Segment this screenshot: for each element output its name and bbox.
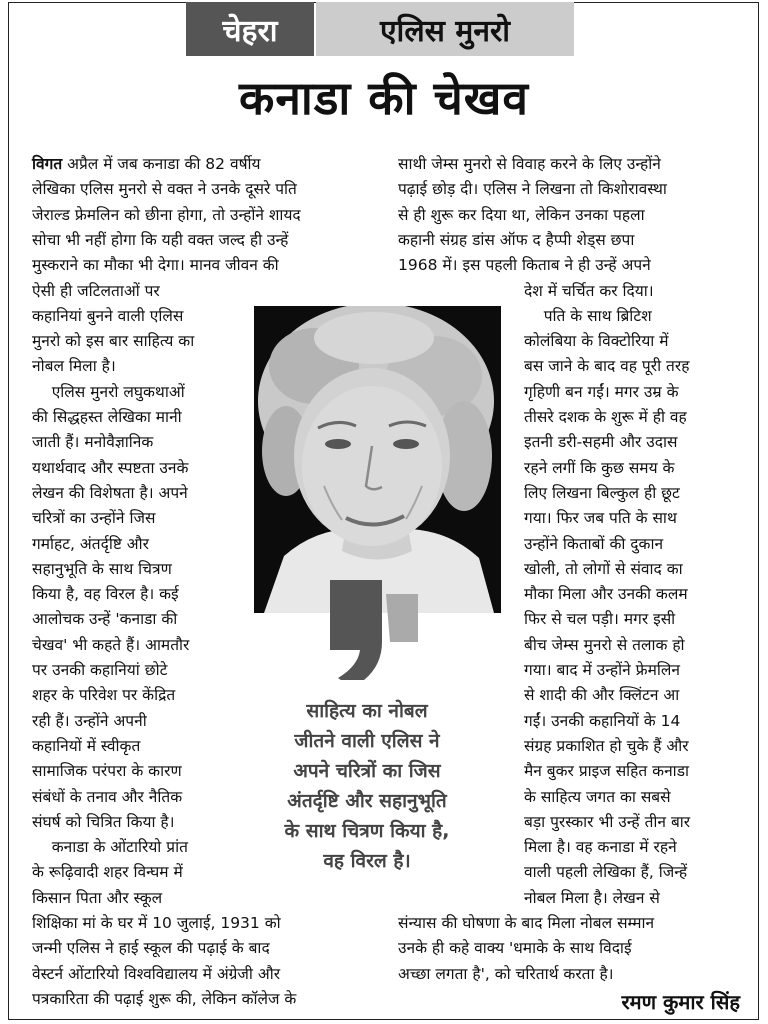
right-column-line: मिला है। वह कनाडा में रहने xyxy=(524,838,677,857)
left-column-line xyxy=(32,936,270,961)
left-column-line xyxy=(32,785,182,810)
right-column-line: गृहिणी बन गईं। मगर उम्र के xyxy=(524,382,679,401)
left-column-line xyxy=(32,835,188,860)
left-column-line-text: चेखव' भी कहते हैं। आमतौर xyxy=(32,635,190,654)
right-column-line: 1968 में। इस पहली किताब ने ही उन्हें अपने xyxy=(398,256,651,275)
left-column-line xyxy=(32,860,183,885)
left-column-line xyxy=(32,177,297,202)
right-column-line: साथी जेम्स मुनरो से विवाह करने के लिए उन्होंने xyxy=(398,155,661,173)
right-column-line: बड़ा पुरस्कार भी उन्हें तीन बार xyxy=(524,812,691,831)
right-column-line: इतनी डरी-सहमी और उदास xyxy=(524,433,678,452)
right-column-line: मैन बुकर प्राइज सहित कनाडा xyxy=(524,762,690,781)
left-column-line-text: जेराल्ड फ्रेमलिन को छीना होगा, तो उन्होंने शायद xyxy=(32,205,301,224)
left-column-line xyxy=(32,203,301,228)
pull-quote-line: के साथ चित्रण किया है, xyxy=(284,820,450,842)
right-column-line: पति के साथ ब्रिटिश xyxy=(524,306,652,325)
right-column-line: वाली पहली लेखिका हैं, जिन्हें xyxy=(524,863,688,882)
left-column-line-text: यथार्थवाद और स्पष्टता उनके xyxy=(32,458,189,477)
left-column-line xyxy=(32,557,172,582)
left-column-line-text: अप्रैल में जब कनाडा की 82 वर्षीय xyxy=(62,155,261,173)
right-column-line: कोलंबिया के विक्टोरिया में xyxy=(524,332,669,351)
left-column-line-text: संघर्ष को चित्रित किया है। xyxy=(32,812,175,831)
left-column-line-text: शिक्षिका मां के घर में 10 जुलाई, 1931 को xyxy=(32,914,281,932)
left-column-line-text: सहानुभूति के साथ चित्रण xyxy=(32,559,172,578)
right-column-line: से शादी की और क्लिंटन आ xyxy=(524,686,680,705)
left-column-line xyxy=(32,380,185,405)
left-column-line xyxy=(32,253,279,278)
right-column-line: पढ़ाई छोड़ दी। एलिस ने लिखना तो किशोरावस्था xyxy=(398,180,667,199)
pull-quote-line: अपने चरित्रों का जिस xyxy=(293,760,441,782)
section-label: चेहरा xyxy=(186,2,314,56)
quote-mark-icon xyxy=(330,580,420,680)
right-column-line: रहने लगीं कि कुछ समय के xyxy=(524,458,675,477)
pull-quote xyxy=(252,696,482,876)
right-column-line: संन्यास की घोषणा के बाद मिला नोबल सम्मान xyxy=(398,914,655,932)
left-column-line xyxy=(32,658,167,683)
author-photo xyxy=(254,306,501,613)
portrait-image xyxy=(254,306,501,613)
left-column-line-text: जन्मी एलिस ने हाई स्कूल की पढ़ाई के बाद xyxy=(32,939,270,958)
left-column-line xyxy=(32,683,175,708)
left-column-line xyxy=(32,962,280,987)
left-column-line-text: कहानियां बुनने वाली एलिस xyxy=(32,306,184,325)
left-column-line xyxy=(32,810,175,835)
drop-lead-word: विगत xyxy=(32,155,63,173)
left-column-line xyxy=(32,633,189,658)
left-column-line-text: शहर के परिवेश पर केंद्रित xyxy=(32,686,176,705)
left-column-line xyxy=(32,329,194,354)
left-column-line-text: गर्माहट, अंतर्दृष्टि और xyxy=(32,534,150,553)
left-column-line xyxy=(32,734,140,759)
right-column-line: गया। फिर जब पति के साथ xyxy=(524,509,677,528)
left-column-line-text: आलोचक उन्हें 'कनाडा की xyxy=(32,610,178,629)
left-column-line xyxy=(32,481,188,506)
left-column-line xyxy=(32,430,153,455)
left-column-line-text: रही हैं। उन्होंने अपनी xyxy=(32,711,147,730)
left-column-line-text: किसान पिता और स्कूल xyxy=(32,888,163,907)
left-column-line-text: सामाजिक परंपरा के कारण xyxy=(32,762,182,781)
pull-quote-line: वह विरल है। xyxy=(323,850,411,872)
right-column-line: खोली, तो लोगों से संवाद का xyxy=(524,559,683,578)
left-column-line-text: संबंधों के तनाव और नैतिक xyxy=(32,787,183,806)
right-column-line: के साहित्य जगत का सबसे xyxy=(524,787,671,806)
right-column-line: गया। बाद में उन्होंने फ्रेमलिन xyxy=(524,661,681,679)
left-column-line xyxy=(32,279,160,304)
left-column-line xyxy=(32,152,261,177)
left-column-line xyxy=(32,987,296,1012)
right-column-line: संग्रह प्रकाशित हो चुके हैं और xyxy=(524,736,689,755)
left-column-line-text: नोबल मिला है। xyxy=(32,357,116,376)
pull-quote-line: जीतने वाली एलिस ने xyxy=(294,730,440,752)
right-column-line: उन्होंने किताबों की दुकान xyxy=(524,534,664,553)
right-column-line: बस जाने के बाद वह पूरी तरह xyxy=(524,357,690,376)
left-column-line-text: सोचा भी नहीं होगा कि यही वक्त जल्द ही उन्हें xyxy=(32,230,289,249)
right-column-line: से ही शुरू कर दिया था, लेकिन उनका पहला xyxy=(398,205,645,224)
left-column-line xyxy=(32,911,281,936)
left-column-line xyxy=(32,582,179,607)
left-column-line xyxy=(32,228,288,253)
right-column-line: मौका मिला और उनकी कलम xyxy=(524,585,688,604)
left-column-line xyxy=(32,607,177,632)
left-column-line-text: चरित्रों का उन्होंने जिस xyxy=(32,509,156,528)
left-column-line-text: के रूढ़िवादी शहर विन्घम में xyxy=(32,863,183,882)
left-column-line-text: लेखिका एलिस मुनरो से वक्त ने उनके दूसरे पति xyxy=(32,180,297,199)
left-column-line-text: कहानियों में स्वीकृत xyxy=(32,736,141,755)
left-column-line-text: कनाडा के ओंटारियो प्रांत xyxy=(32,838,188,857)
right-column-line: नोबल मिला है। लेखन से xyxy=(524,888,660,907)
right-column-line: लिए लिखना बिल्कुल ही छूट xyxy=(524,483,680,502)
left-column-line-text: मुनरो को इस बार साहित्य का xyxy=(32,332,195,351)
left-column-line xyxy=(32,405,182,430)
right-column-line: फिर से चल पड़ी। मगर इसी xyxy=(524,610,676,629)
subject-name-label: एलिस मुनरो xyxy=(316,2,574,56)
left-column-line xyxy=(32,759,182,784)
right-column-line: बीच जेम्स मुनरो से तलाक हो xyxy=(524,635,685,654)
right-column-line: देश में चर्चित कर दिया। xyxy=(524,281,654,300)
left-column-line xyxy=(32,456,188,481)
byline: रमण कुमार सिंह xyxy=(621,990,740,1014)
left-column-line-text: वेस्टर्न ओंटारियो विश्वविद्यालय में अंग्रेजी और xyxy=(32,964,281,983)
left-column-line-text: की सिद्धहस्त लेखिका मानी xyxy=(32,408,182,426)
right-column-line: कहानी संग्रह डांस ऑफ द हैप्पी शेड्स छपा xyxy=(398,230,635,249)
left-column-line-text: मुस्कराने का मौका भी देगा। मानव जीवन की xyxy=(32,256,279,275)
headline: कनाडा की चेखव xyxy=(239,71,529,125)
left-column-line xyxy=(32,304,183,329)
right-column-line: गईं। उनकी कहानियों के 14 xyxy=(524,711,681,730)
left-column-line xyxy=(32,354,116,379)
left-column-line xyxy=(32,709,147,734)
right-column-line: उनके ही कहे वाक्य 'धमाके के साथ विदाई xyxy=(398,939,632,958)
left-column-line-text: एलिस मुनरो लघुकथाओं xyxy=(32,382,185,401)
right-column-line: अच्छा लगता है', को चरितार्थ करता है। xyxy=(398,964,614,983)
left-column-line-text: पर उनकी कहानियां छोटे xyxy=(32,661,168,679)
left-column-line xyxy=(32,886,162,911)
left-column-line-text: ऐसी ही जटिलताओं पर xyxy=(32,281,160,300)
left-column-line-text: जाती हैं। मनोवैज्ञानिक xyxy=(32,433,154,452)
left-column-line-text: किया है, वह विरल है। कई xyxy=(32,585,179,604)
left-column-line-text: पत्रकारिता की पढ़ाई शुरू की, लेकिन कॉलेज के xyxy=(32,989,297,1008)
pull-quote-line: साहित्य का नोबल xyxy=(306,700,428,722)
left-column-line-text: लेखन की विशेषता है। अपने xyxy=(32,483,188,502)
left-column-line xyxy=(32,506,155,531)
pull-quote-line: अंतर्दृष्टि और सहानुभूति xyxy=(287,790,447,812)
right-column-line: तीसरे दशक के शुरू में ही वह xyxy=(524,408,687,426)
left-column-line xyxy=(32,532,149,557)
